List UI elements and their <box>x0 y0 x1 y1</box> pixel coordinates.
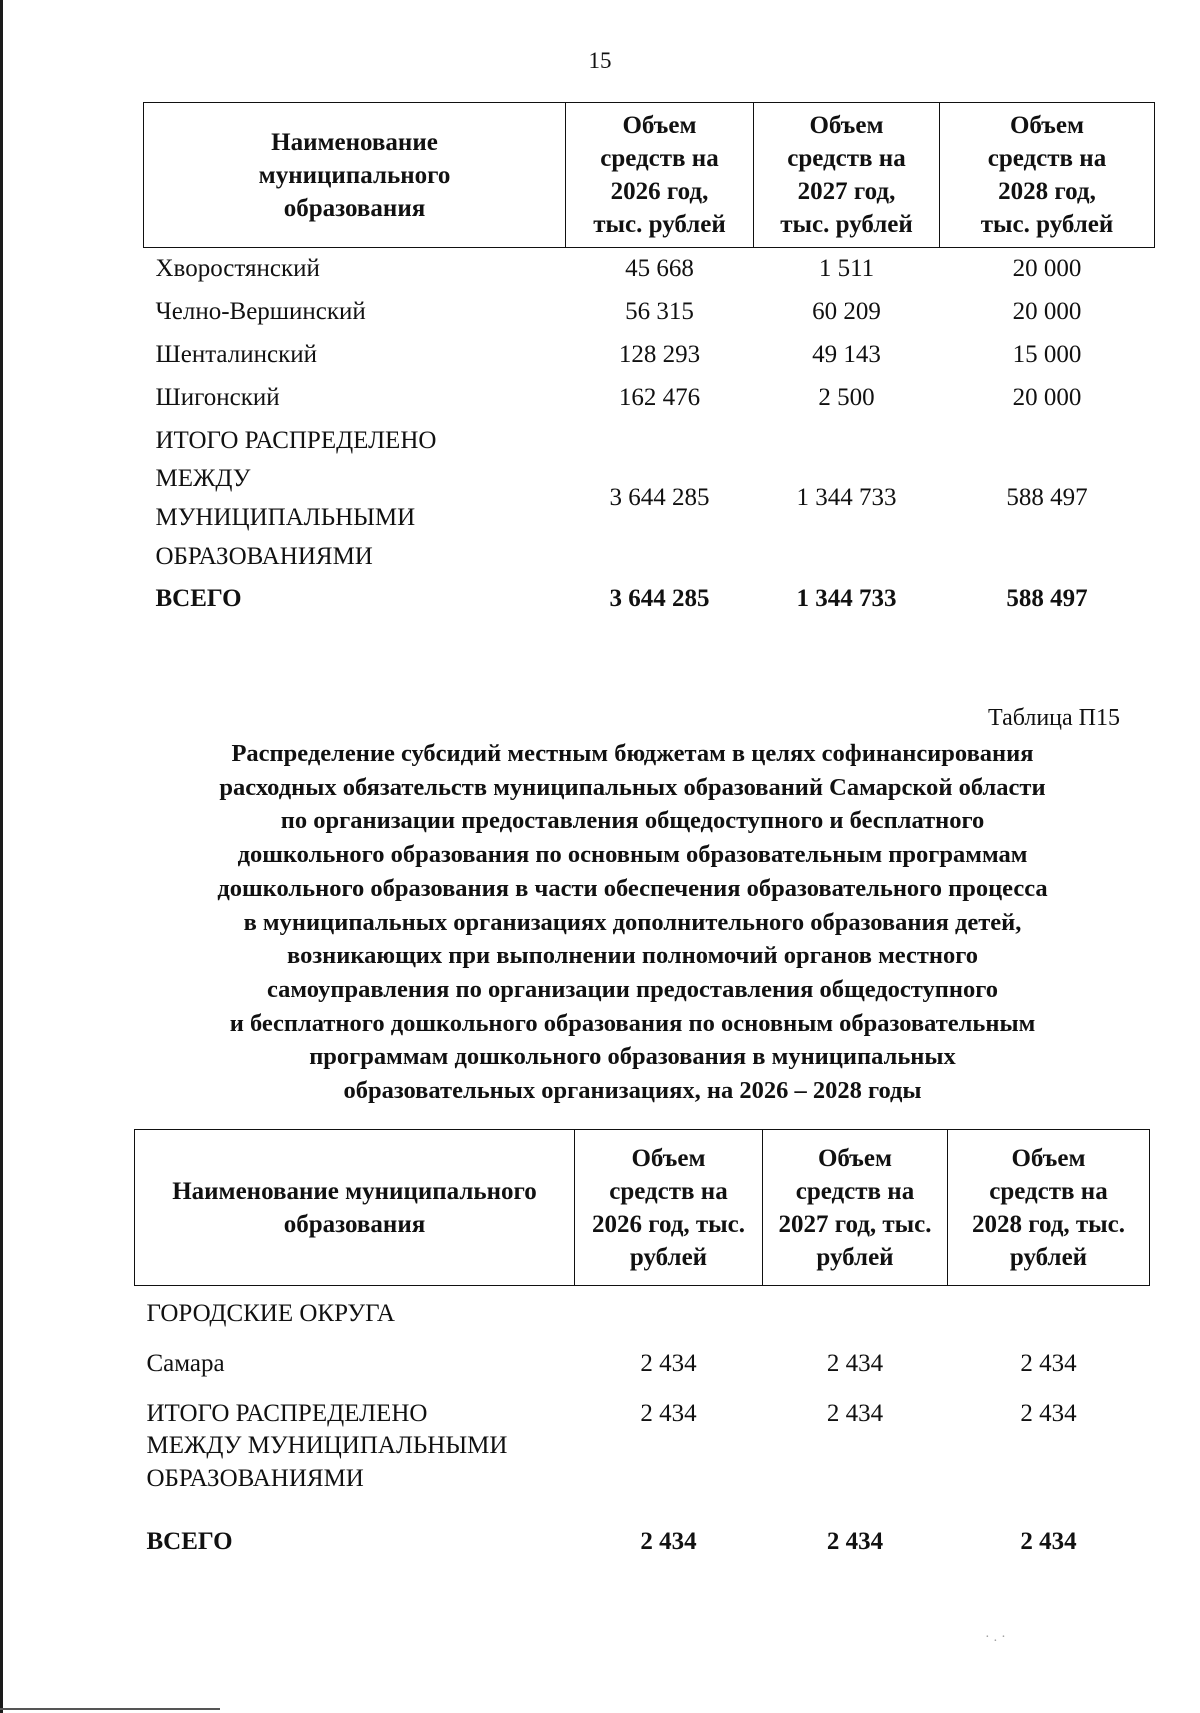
scan-edge-bottom <box>0 1708 220 1710</box>
subtotal-label-line: ИТОГО РАСПРЕДЕЛЕНО <box>155 426 437 454</box>
subtotal-label-line: ИТОГО РАСПРЕДЕЛЕНО <box>146 1399 428 1427</box>
subtotal-label-line: МЕЖДУ <box>155 465 251 493</box>
header-2028 <box>948 1130 1150 1286</box>
subtotal-2027: 2 434 <box>826 1399 884 1427</box>
total-row <box>135 1520 1150 1570</box>
header-2027 <box>754 103 940 248</box>
header-2026 <box>566 103 754 248</box>
header-2026-text: Объем средств на 2026 год, тыс. рублей <box>593 112 726 238</box>
header-2026-text: Объем средств на 2026 год, тыс. рублей <box>591 1144 746 1271</box>
section-row <box>135 1286 1150 1340</box>
total-2028: 588 497 <box>1006 585 1088 612</box>
table-continued <box>143 102 1155 622</box>
amount-2027: 49 143 <box>812 341 881 368</box>
header-municipality-text: Наименование муниципального образования <box>172 1177 537 1238</box>
table-row <box>135 1340 1150 1394</box>
amount-2026: 128 293 <box>618 341 701 368</box>
subtotal-row <box>144 420 1155 577</box>
subtotal-label-line: МУНИЦИПАЛЬНЫМИ <box>155 504 416 531</box>
amount-2026: 2 434 <box>640 1349 697 1377</box>
section-label: ГОРОДСКИЕ ОКРУГА <box>146 1300 395 1327</box>
subtotal-2026: 3 644 285 <box>609 484 710 511</box>
table-title-line: возникающих при выполнении полномочий органов местного <box>287 942 978 970</box>
subtotal-label-line: ОБРАЗОВАНИЯМИ <box>155 542 373 570</box>
amount-2028: 20 000 <box>1012 255 1082 283</box>
subtotal-label <box>135 1394 575 1520</box>
table-title-line: дошкольного образования по основным образовательным программам <box>237 841 1028 869</box>
municipality-name: Самара <box>146 1349 225 1377</box>
amount-2027: 2 434 <box>826 1349 884 1377</box>
table-title-line: Распределение субсидий местным бюджетам в целях софинансирования <box>231 740 1034 767</box>
total-2028: 2 434 <box>1020 1527 1077 1555</box>
amount-2028: 15 000 <box>1012 341 1082 368</box>
table-title-line: и бесплатного дошкольного образования по основным образовательным <box>229 1009 1036 1037</box>
amount-2027: 1 511 <box>818 255 875 283</box>
table-title-line: образовательных организациях, на 2026 – 2028 годы <box>343 1077 922 1105</box>
amount-2028: 20 000 <box>1012 298 1082 325</box>
amount-2026: 45 668 <box>625 255 694 283</box>
subtotal-2027: 1 344 733 <box>796 484 897 511</box>
header-2027-text: Объем средств на 2027 год, тыс. рублей <box>780 112 913 238</box>
municipality-name: Шигонский <box>155 384 280 411</box>
header-2027-text: Объем средств на 2027 год, тыс. рублей <box>778 1144 932 1271</box>
table-title-line: по организации предоставления общедоступного и бесплатного <box>280 807 985 835</box>
header-municipality <box>135 1130 575 1286</box>
total-2026: 2 434 <box>640 1527 697 1555</box>
table-row <box>144 334 1155 377</box>
subtotal-2028: 2 434 <box>1020 1399 1077 1427</box>
header-2027 <box>763 1130 948 1286</box>
table-row <box>144 377 1155 420</box>
municipality-name: Шенталинский <box>155 341 317 368</box>
table-p15 <box>134 1129 1150 1570</box>
header-2028 <box>940 103 1155 248</box>
header-municipality <box>144 103 566 248</box>
municipality-name: Хворостянский <box>155 255 320 283</box>
table-title-line: дошкольного образования в части обеспечения образовательного процесса <box>217 874 1048 902</box>
subtotal-2028: 588 497 <box>1006 484 1088 511</box>
subtotal-2026: 2 434 <box>640 1399 697 1427</box>
page-number: 15 <box>588 48 612 73</box>
table-header-row <box>144 103 1155 248</box>
total-row <box>144 577 1155 622</box>
table-row <box>144 248 1155 291</box>
table-caption: Таблица П15 <box>988 705 1120 731</box>
header-2026 <box>575 1130 763 1286</box>
subtotal-label-line: МЕЖДУ МУНИЦИПАЛЬНЫМИ <box>146 1432 508 1459</box>
table-title-line: в муниципальных организациях дополнительного образования детей, <box>243 908 1022 936</box>
amount-2027: 60 209 <box>812 298 881 325</box>
amount-2026: 162 476 <box>618 384 701 411</box>
municipality-name: Челно-Вершинский <box>155 298 366 325</box>
total-label: ВСЕГО <box>146 1527 233 1555</box>
scan-edge-left <box>0 0 3 1713</box>
total-2026: 3 644 285 <box>609 585 710 612</box>
table-row <box>144 291 1155 334</box>
total-2027: 1 344 733 <box>796 585 897 612</box>
header-municipality-text: Наименование муниципального образования <box>258 128 451 222</box>
header-2028-text: Объем средств на 2028 год, тыс. рублей <box>980 112 1114 238</box>
total-label: ВСЕГО <box>155 585 242 612</box>
subtotal-label <box>144 420 566 577</box>
table-title <box>100 737 1165 1108</box>
subtotal-row <box>135 1394 1150 1520</box>
total-2027: 2 434 <box>826 1527 884 1555</box>
amount-2027: 2 500 <box>818 384 875 411</box>
amount-2028: 2 434 <box>1020 1349 1077 1377</box>
table-title-line: расходных обязательств муниципальных образований Самарской области <box>219 773 1046 801</box>
amount-2028: 20 000 <box>1012 384 1082 411</box>
table-header-row <box>135 1130 1150 1286</box>
amount-2026: 56 315 <box>625 298 694 325</box>
table-title-line: самоуправления по организации предоставления общедоступного <box>266 975 999 1003</box>
subtotal-label-line: ОБРАЗОВАНИЯМИ <box>146 1464 364 1492</box>
header-2028-text: Объем средств на 2028 год, тыс. рублей <box>971 1144 1126 1271</box>
scan-artifact: ·.· <box>985 1630 1010 1645</box>
table-title-line: программам дошкольного образования в муниципальных <box>309 1043 956 1071</box>
